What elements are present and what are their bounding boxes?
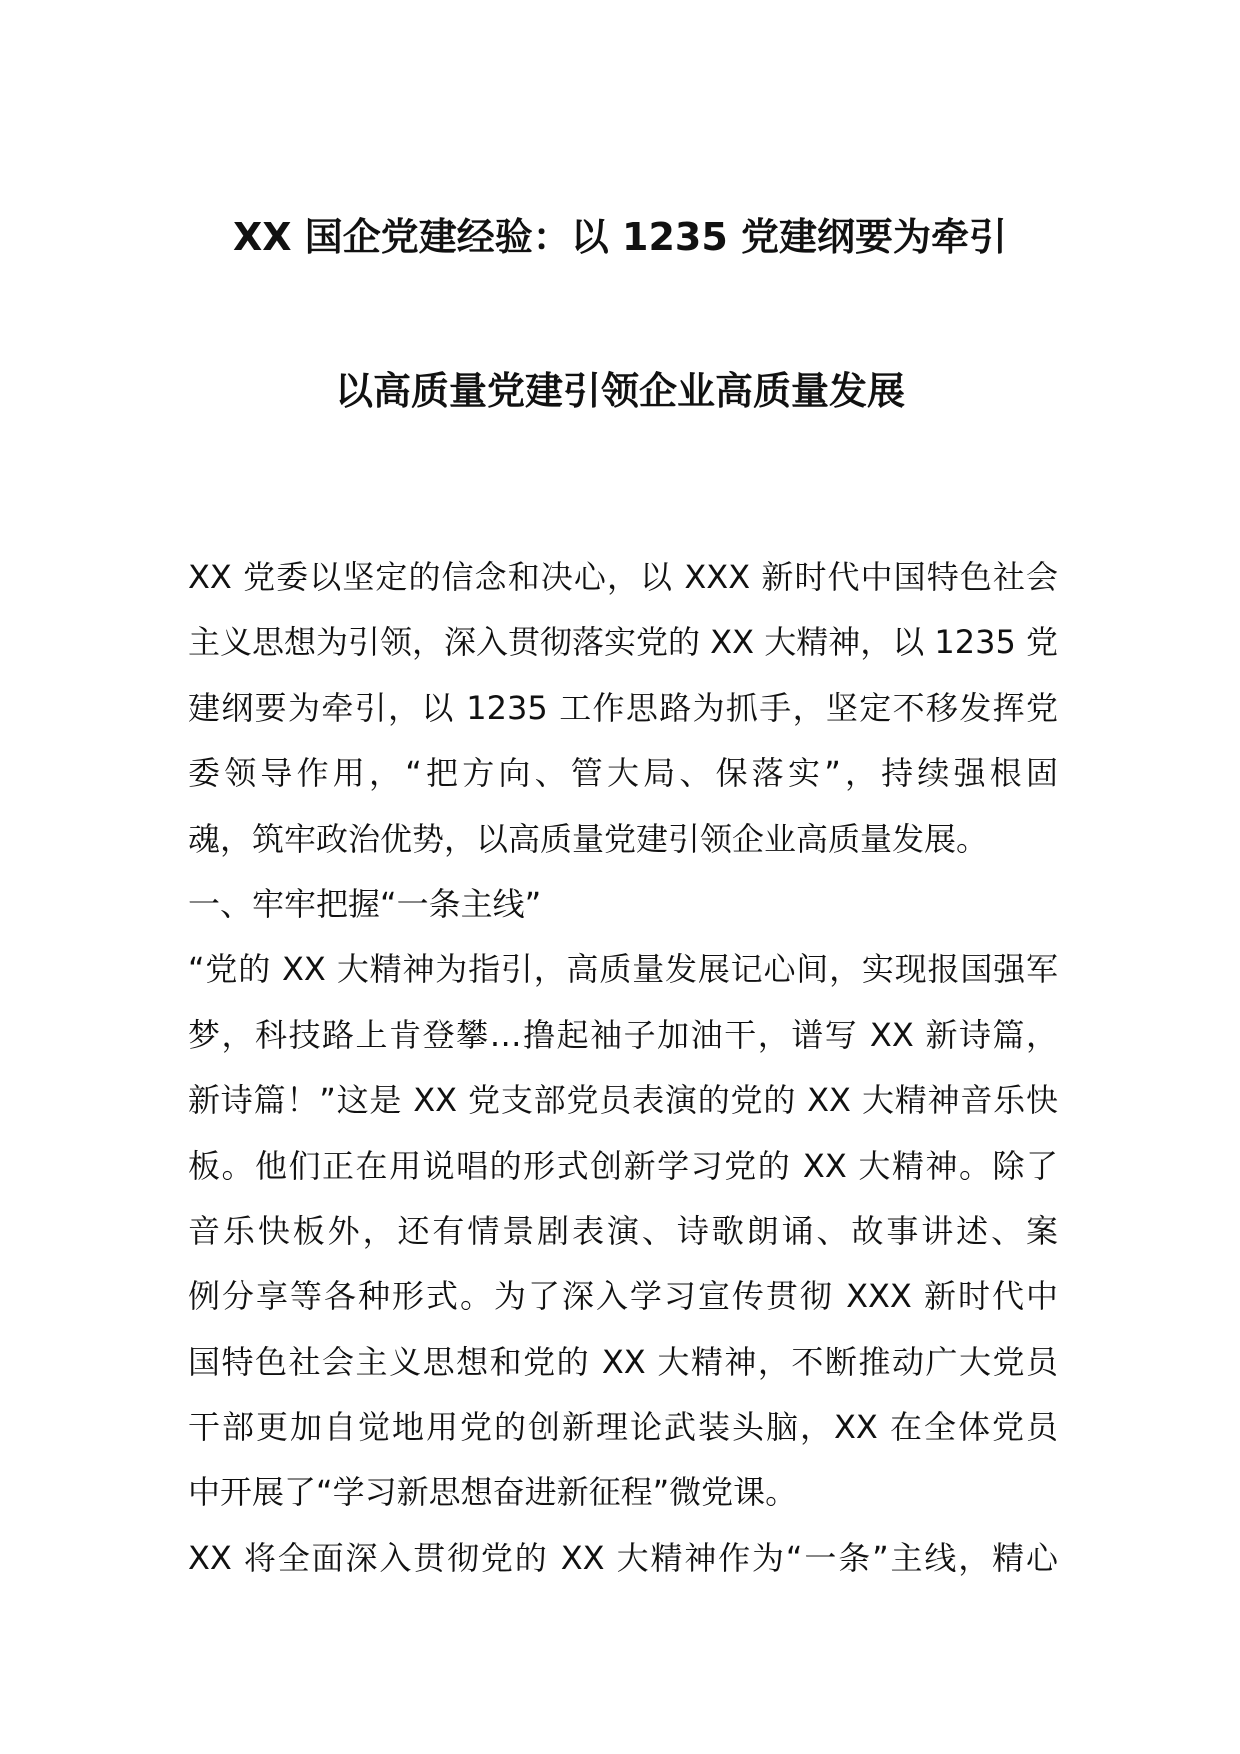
body-line: 新诗篇！”这是 XX 党支部党员表演的党的 XX 大精神音乐快: [188, 1081, 1058, 1120]
body-line: “党的 XX 大精神为指引，高质量发展记心间，实现报国强军: [188, 950, 1058, 989]
body-line: 梦，科技路上肯登攀…撸起袖子加油干，谱写 XX 新诗篇，: [188, 1015, 1058, 1054]
body-line: 委领导作用，“把方向、管大局、保落实”，持续强根固: [188, 754, 1058, 793]
body-line: 音乐快板外，还有情景剧表演、诗歌朗诵、故事讲述、案: [188, 1211, 1058, 1250]
body-line: 主义思想为引领，深入贯彻落实党的 XX 大精神，以 1235 党: [188, 623, 1058, 662]
body-line: 魂，筑牢政治优势，以高质量党建引领企业高质量发展。: [188, 819, 989, 858]
document-title-line-2: 以高质量党建引领企业高质量发展: [334, 369, 905, 413]
body-line: 中开展了“学习新思想奋进新征程”微党课。: [188, 1473, 798, 1512]
body-line: 国特色社会主义思想和党的 XX 大精神，不断推动广大党员: [188, 1342, 1058, 1381]
body-line: XX 将全面深入贯彻党的 XX 大精神作为“一条”主线，精心: [188, 1538, 1058, 1577]
body-line: XX 党委以坚定的信念和决心，以 XXX 新时代中国特色社会: [188, 558, 1058, 596]
body-line: 例分享等各种形式。为了深入学习宣传贯彻 XXX 新时代中: [188, 1277, 1058, 1316]
body-line: 建纲要为牵引，以 1235 工作思路为抓手，坚定不移发挥党: [188, 688, 1058, 727]
body-line: 干部更加自觉地用党的创新理论武装头脑，XX 在全体党员: [188, 1408, 1058, 1447]
section-heading: 一、牢牢把握“一条主线”: [188, 884, 542, 923]
body-line: 板。他们正在用说唱的形式创新学习党的 XX 大精神。除了: [188, 1146, 1058, 1185]
document-body: [188, 545, 1058, 1591]
document-title-line-1: XX 国企党建经验：以 1235 党建纲要为牵引: [232, 215, 1008, 259]
